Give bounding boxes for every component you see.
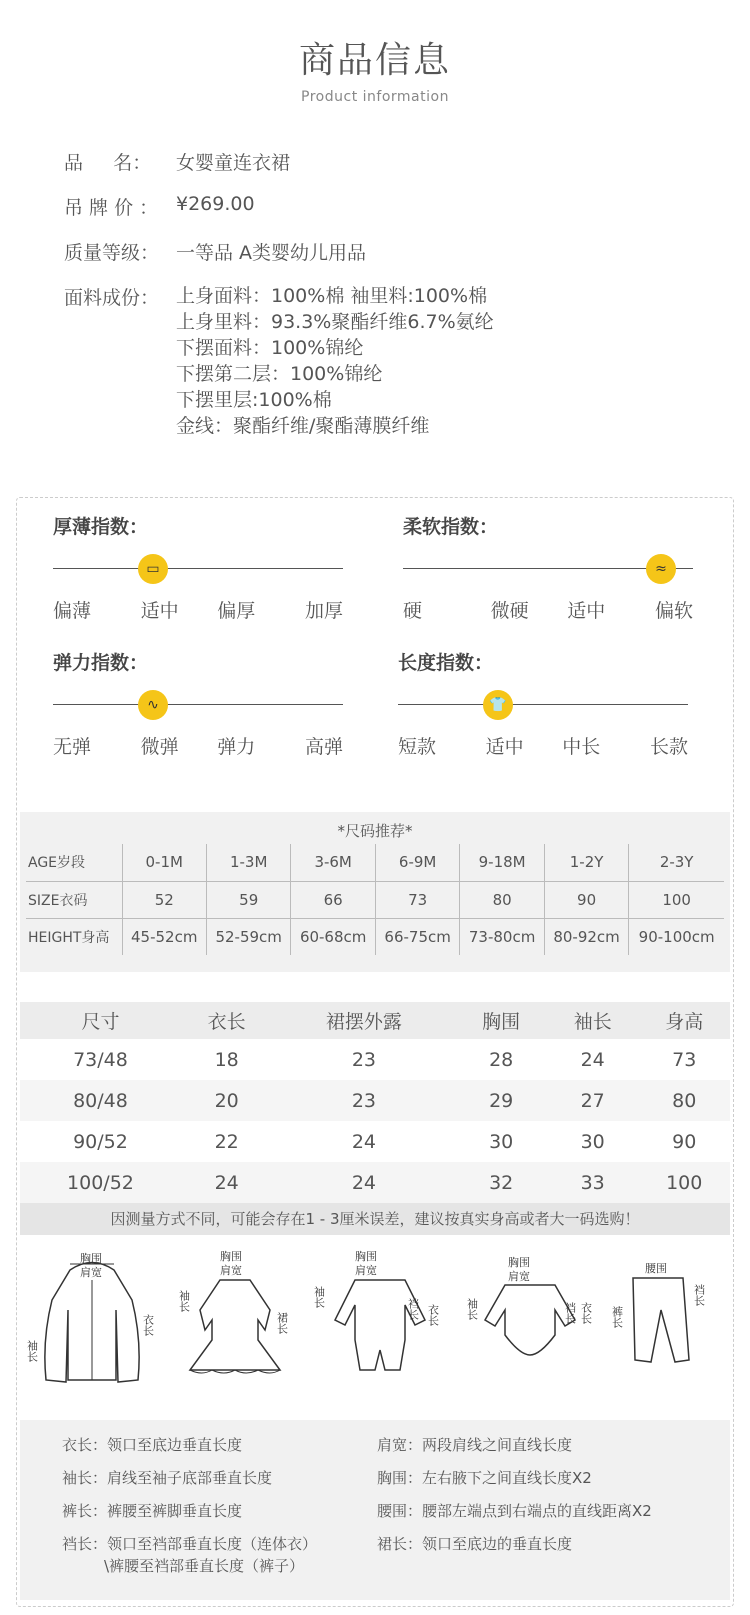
table-cell: 1-2Y xyxy=(544,844,628,881)
chest-label: 胸围 xyxy=(355,1250,377,1263)
index-label: 适中 xyxy=(567,600,606,622)
table-cell: 9-18M xyxy=(460,844,544,881)
product-info xyxy=(64,148,704,457)
fabric-line: 上身面料：100%棉 袖里料:100%棉 xyxy=(176,285,488,307)
table-cell: 100/52 xyxy=(20,1162,181,1203)
table-cell: 52 xyxy=(122,881,206,918)
index-label: 微硬 xyxy=(490,600,529,622)
table-cell: 24 xyxy=(272,1162,455,1203)
waist-label: 腰围 xyxy=(645,1262,667,1275)
romper-figure xyxy=(305,1250,455,1400)
sleeve-label: 袖长 xyxy=(312,1286,326,1308)
table-cell: 60-68cm xyxy=(291,918,375,955)
table-cell: 73 xyxy=(672,1048,697,1071)
elasticity-index xyxy=(53,648,343,758)
table-cell: 66-75cm xyxy=(375,918,459,955)
index-title: 长度指数： xyxy=(398,652,494,674)
fabric-line: 下摆第二层：100%锦纶 xyxy=(176,363,383,385)
definitions-right xyxy=(377,1434,652,1566)
table-cell: 52-59cm xyxy=(206,918,290,955)
index-label: 微弹 xyxy=(140,736,179,758)
page-title: 商品信息 xyxy=(298,40,451,81)
info-row-fabric xyxy=(64,283,704,439)
table-row xyxy=(20,1039,730,1080)
table-cell: 6-9M xyxy=(375,844,459,881)
definition-item: 裙长：领口至底边的垂直长度 xyxy=(377,1535,573,1553)
size-rec-title: *尺码推荐* xyxy=(337,822,413,840)
info-label: 面料成份： xyxy=(64,287,160,309)
definition-item: 肩宽：两段肩线之间直线长度 xyxy=(377,1436,573,1454)
index-labels xyxy=(53,732,343,759)
info-row-name xyxy=(64,148,704,175)
length-label: 衣长 xyxy=(426,1304,440,1326)
skirt-label: 裙长 xyxy=(275,1312,289,1334)
info-label: 质量等级： xyxy=(64,242,160,264)
fabric-line: 下摆里层:100%棉 xyxy=(176,389,332,411)
table-cell: 30 xyxy=(580,1130,605,1153)
table-cell: 24 xyxy=(580,1048,605,1071)
index-label: 硬 xyxy=(403,600,423,622)
table-cell: 90 xyxy=(544,881,628,918)
table-cell: 80/48 xyxy=(20,1080,181,1121)
shoulder-label: 肩宽 xyxy=(508,1270,530,1283)
shoulder-label: 肩宽 xyxy=(80,1266,102,1279)
table-cell: 30 xyxy=(489,1130,514,1153)
fabric-lines xyxy=(176,283,704,439)
table-cell: 2-3Y xyxy=(629,844,724,881)
shoulder-label: 肩宽 xyxy=(220,1264,242,1277)
length-index xyxy=(398,648,688,758)
table-cell: 73-80cm xyxy=(460,918,544,955)
wave-icon: ≈ xyxy=(646,554,676,584)
fabric-line: 下摆面料：100%锦纶 xyxy=(176,337,364,359)
size-recommendation xyxy=(20,812,730,972)
index-track xyxy=(53,704,343,705)
table-cell: 73/48 xyxy=(73,1048,128,1071)
definition-item: 衣长：领口至底边垂直长度 xyxy=(62,1436,243,1454)
definition-item: 胸围：左右腋下之间直线长度X2 xyxy=(377,1469,592,1487)
table-cell: 24 xyxy=(181,1162,273,1203)
index-label: 中长 xyxy=(562,736,601,758)
definition-item: \裤腰至裆部垂直长度（裤子） xyxy=(104,1557,305,1575)
table-cell: 80 xyxy=(638,1080,730,1121)
index-label: 偏薄 xyxy=(53,600,92,622)
index-label: 适中 xyxy=(485,736,524,758)
chest-label: 胸围 xyxy=(220,1250,242,1263)
info-value: 一等品 A类婴幼儿用品 xyxy=(176,242,367,264)
section-header xyxy=(0,32,750,105)
table-row xyxy=(20,1080,730,1121)
table-row xyxy=(20,1162,730,1203)
softness-index xyxy=(403,512,693,622)
index-label: 适中 xyxy=(140,600,179,622)
table-cell: 73 xyxy=(375,881,459,918)
index-label: 偏厚 xyxy=(217,600,256,622)
info-value: 女婴童连衣裙 xyxy=(176,152,291,174)
table-row xyxy=(26,844,724,881)
column-header: 尺寸 xyxy=(20,1002,181,1039)
crotch-label: 裆长 xyxy=(563,1302,577,1324)
fabric-line: 上身里料：93.3%聚酯纤维6.7%氨纶 xyxy=(176,311,494,333)
table-cell: 45-52cm xyxy=(122,918,206,955)
definition-item: 袖长：肩线至袖子底部垂直长度 xyxy=(62,1469,273,1487)
bodysuit-figure xyxy=(460,1250,600,1400)
dress-figure xyxy=(170,1250,300,1400)
table-cell: 66 xyxy=(291,881,375,918)
thickness-index xyxy=(53,512,343,622)
table-cell: 28 xyxy=(489,1048,514,1071)
column-header: 胸围 xyxy=(455,1002,547,1039)
table-cell: 23 xyxy=(351,1048,377,1071)
definition-item: 裆长：领口至裆部垂直长度（连体衣） xyxy=(62,1535,318,1553)
spring-icon: ∿ xyxy=(138,690,168,720)
info-value: ¥269.00 xyxy=(176,193,255,215)
sleeve-label: 袖长 xyxy=(177,1290,191,1312)
table-cell: 0-1M xyxy=(122,844,206,881)
index-labels xyxy=(53,596,343,623)
size-rec-table xyxy=(26,844,724,955)
jacket-figure xyxy=(20,1250,165,1400)
page-subtitle: Product information xyxy=(301,89,449,105)
table-cell: 90 xyxy=(672,1130,697,1153)
pants-figure xyxy=(605,1250,730,1400)
table-cell: 1-3M xyxy=(206,844,290,881)
table-cell: 27 xyxy=(547,1080,639,1121)
crotch-label: 裆长 xyxy=(406,1298,420,1320)
info-label: 品 名： xyxy=(64,152,152,174)
table-cell: SIZE衣码 xyxy=(26,881,122,918)
index-track xyxy=(53,568,343,569)
table-row xyxy=(20,1121,730,1162)
table-cell: 100 xyxy=(638,1162,730,1203)
index-title: 柔软指数： xyxy=(403,516,499,538)
table-cell: 33 xyxy=(547,1162,639,1203)
table-row xyxy=(26,881,724,918)
table-cell: 80 xyxy=(460,881,544,918)
index-label: 加厚 xyxy=(304,600,343,622)
pants-label: 裤长 xyxy=(610,1306,624,1328)
sleeve-label: 袖长 xyxy=(25,1340,39,1362)
index-track xyxy=(398,704,688,705)
table-cell: HEIGHT身高 xyxy=(26,918,122,955)
length-label: 衣长 xyxy=(141,1314,155,1336)
measurement-note: 因测量方式不同，可能会存在1 - 3厘米误差，建议按真实身高或者大一码选购！ xyxy=(20,1203,730,1235)
index-title: 弹力指数： xyxy=(53,652,149,674)
table-cell: 29 xyxy=(455,1080,547,1121)
table-row xyxy=(26,918,724,955)
table-cell: 3-6M xyxy=(291,844,375,881)
chest-label: 胸围 xyxy=(508,1256,530,1269)
ruler-icon: ▭ xyxy=(138,554,168,584)
table-cell: 18 xyxy=(214,1048,239,1071)
crotch-label: 裆长 xyxy=(692,1284,706,1306)
info-row-price xyxy=(64,193,704,220)
definitions-left xyxy=(62,1434,317,1588)
table-cell: 22 xyxy=(214,1130,239,1153)
table-cell: 90/52 xyxy=(73,1130,128,1153)
table-cell: AGE岁段 xyxy=(26,844,122,881)
table-cell: 59 xyxy=(206,881,290,918)
sleeve-label: 袖长 xyxy=(465,1298,479,1320)
length-label: 衣长 xyxy=(579,1302,593,1324)
column-header: 袖长 xyxy=(547,1002,639,1039)
table-cell: 90-100cm xyxy=(638,927,715,946)
info-label: 吊 牌 价 ： xyxy=(64,197,159,219)
shirt-icon: 👕 xyxy=(483,690,513,720)
index-label: 弹力 xyxy=(217,736,256,758)
fabric-line: 金线：聚酯纤维/聚酯薄膜纤维 xyxy=(176,415,430,437)
index-labels xyxy=(398,732,688,759)
measurement-table xyxy=(20,1002,730,1203)
column-header: 裙摆外露 xyxy=(272,1002,455,1039)
table-cell: 23 xyxy=(272,1080,455,1121)
table-cell: 24 xyxy=(351,1130,377,1153)
index-label: 无弹 xyxy=(53,736,92,758)
shoulder-label: 肩宽 xyxy=(355,1264,377,1277)
index-labels xyxy=(403,596,693,623)
index-title: 厚薄指数： xyxy=(53,516,149,538)
index-label: 短款 xyxy=(398,736,437,758)
chest-label: 胸围 xyxy=(80,1252,102,1265)
table-cell: 80-92cm xyxy=(544,918,628,955)
table-cell: 100 xyxy=(629,881,724,918)
column-header: 身高 xyxy=(638,1002,730,1039)
measurement-figures xyxy=(20,1250,730,1400)
index-label: 高弹 xyxy=(304,736,343,758)
table-header-row xyxy=(20,1002,730,1039)
index-label: 偏软 xyxy=(654,600,693,622)
table-cell: 32 xyxy=(455,1162,547,1203)
info-row-grade xyxy=(64,238,704,265)
definition-item: 裤长：裤腰至裤脚垂直长度 xyxy=(62,1502,243,1520)
column-header: 衣长 xyxy=(181,1002,273,1039)
measurement-definitions xyxy=(20,1420,730,1600)
index-label: 长款 xyxy=(649,736,688,758)
definition-item: 腰围：腰部左端点到右端点的直线距离X2 xyxy=(377,1502,652,1520)
table-cell: 20 xyxy=(181,1080,273,1121)
